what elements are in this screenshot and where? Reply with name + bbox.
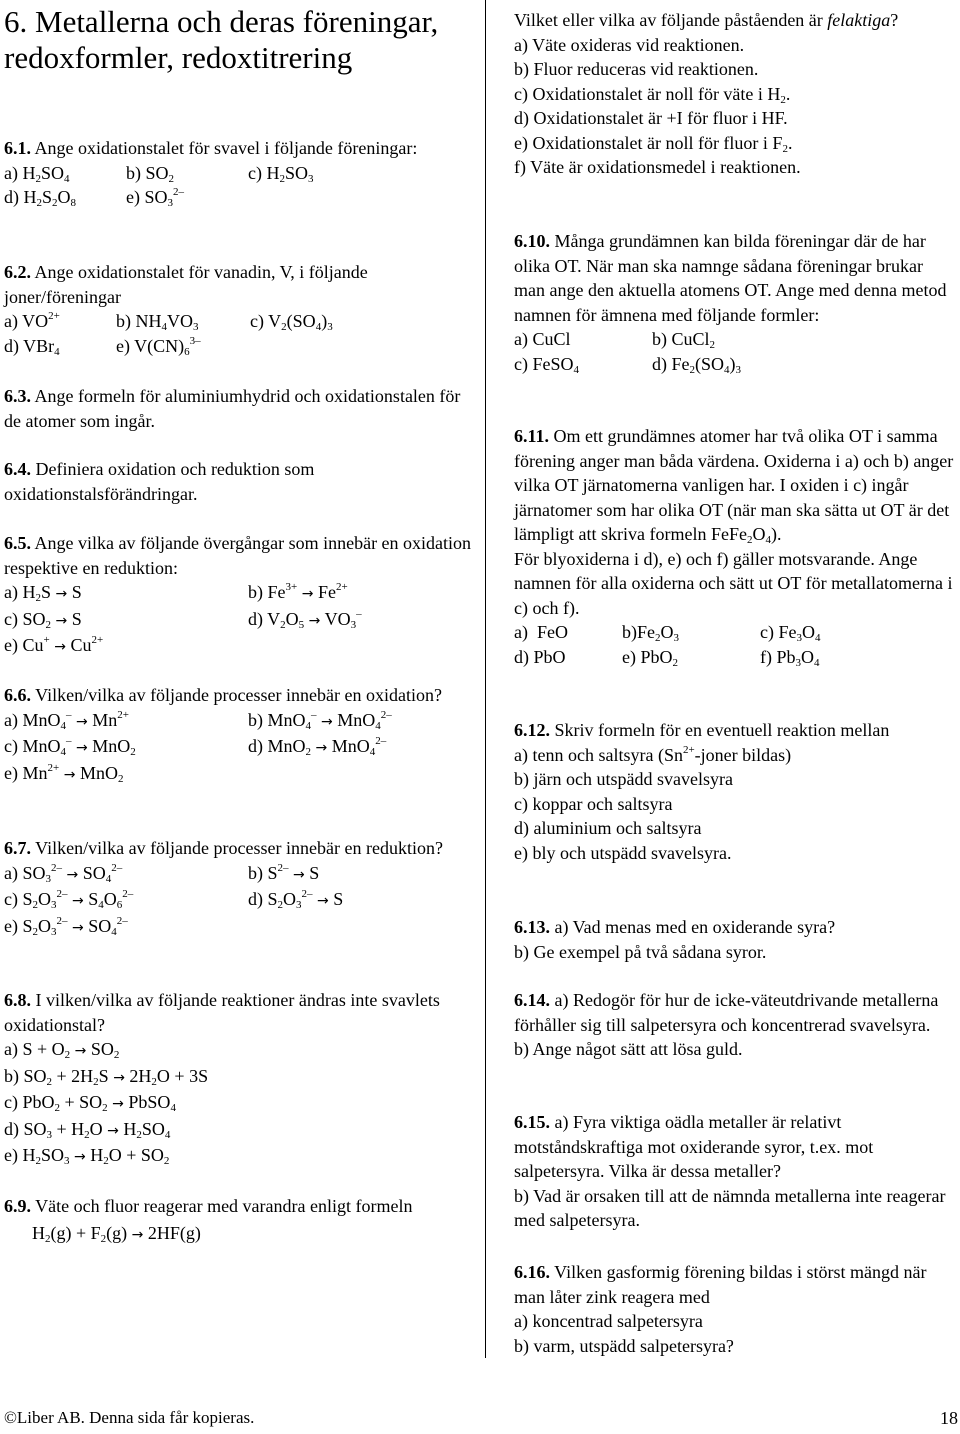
question-text: Ange formeln för aluminiumhydrid och oxidationstalen för de atomer som ingår. <box>4 386 461 431</box>
formula-row: d) PbO e) PbO$_2$ f) $Pb_3O_4$ <box>514 646 820 669</box>
question-6-8 <box>4 988 474 1170</box>
question-6-7 <box>4 836 474 940</box>
question-number: 6.16. <box>514 1262 550 1282</box>
formula-row: a) $VO^{2+}$ b) $NH_4VO_3$ c) $V_2(SO_4)_3$ <box>4 310 333 333</box>
question-number: 6.13. <box>514 917 550 937</box>
formula-row: e) $H_2SO_3 \to H_2O + SO_2$ <box>4 1145 170 1167</box>
question-number: 6.7. <box>4 838 31 858</box>
formula-row: a) FeO $b)Fe_2O_3$ c) $Fe_3O_4$ <box>514 622 821 644</box>
question-6-9 <box>4 1194 474 1247</box>
question-text: Ange oxidationstalet för vanadin, V, i följande joner/föreningar <box>4 262 368 307</box>
question-text: Skriv formeln för en eventuell reaktion mellan <box>550 720 890 740</box>
question-number: 6.11. <box>514 426 550 446</box>
question-6-15: 6.15. a) Fyra viktiga oädla metaller är relativt motståndskraftiga mot oxiderande syror, t.ex. mot salpetersyra. Vilka är dessa metaller? b) Vad är orsaken till att de nämnda metallerna inte reagerar med salpetersyra. <box>514 1112 946 1230</box>
question-6-11: 6.11. Om ett grundämnes atomer har två olika OT i samma förening anger man båda värdena. Oxiderna i a) och b) anger vilka OT järnatomerna vanligen har. I oxiden i c) ingår järnatomer som har olika OT (när man ska sätta ut OT är det lämpligt att skriva formeln $FeFe_2O_4$). För blyoxiderna i d), e) och f) gäller motsvarande. Ange namnen för alla oxiderna och sätt ut OT för metallatomerna i c) och f). a) FeO $b)Fe_2O_3$ c) $Fe_3O_4$ d) PbO e) PbO$_2$ f) $Pb_3O_4$ <box>514 426 954 669</box>
page-footer <box>4 1408 958 1428</box>
question-number: 6.2. <box>4 262 31 282</box>
question-text: a) Vad menas med en oxiderande syra? <box>550 917 836 937</box>
formula-row: c) FeSO$_4$ d) $Fe_2(SO_4)_3$ <box>514 353 742 376</box>
formula-row: d) VBr$_4$ e) $V(CN)_6^{3-}$ <box>4 334 201 358</box>
question-text: Ange oxidationstalet för svavel i följande föreningar: <box>31 138 418 158</box>
formula-row: e) $Cu^+ \to Cu^{2+}$ <box>4 634 104 655</box>
formula-row: c) $PbO_2 + SO_2$ → PbSO$_4$ <box>4 1092 176 1114</box>
copyright-notice: ©Liber AB. Denna sida får kopieras. <box>4 1408 255 1427</box>
question-number: 6.12. <box>514 720 550 740</box>
formula-row: a) $S + O_2 \to SO_2$ <box>4 1039 120 1061</box>
question-number: 6.8. <box>4 990 31 1010</box>
formula-row: c) $SO_2 \to S$ d) $V_2O_5 \to VO_3^-$ <box>4 607 362 631</box>
column-divider <box>485 0 486 1358</box>
formula-row: c) MnO$_4$– → MnO$_2$ d) MnO$_2$ → MnO$_4^{2-}$ <box>4 735 387 758</box>
question-6-3 <box>4 384 474 433</box>
question-text: Vilken/vilka av följande processer innebär en reduktion? <box>31 838 443 858</box>
question-number: 6.5. <box>4 533 31 553</box>
question-text: Väte och fluor reagerar med varandra enligt formeln <box>31 1196 413 1216</box>
question-6-1 <box>4 136 474 210</box>
reaction-equation: $H_2(g) + F_2(g) \to 2HF(g)$ <box>32 1222 201 1245</box>
question-6-16: 6.16. Vilken gasformig förening bildas i störst mängd när man låter zink reagera med a) koncentrad salpetersyra b) varm, utspädd salpetersyra? <box>514 1262 927 1356</box>
question-number: 6.3. <box>4 386 31 406</box>
formula-row: e) $S_2O_3^{2-} \to SO_4^{2-}$ <box>4 914 128 938</box>
question-number: 6.4. <box>4 459 31 479</box>
question-text: Ange vilka av följande övergångar som innebär en oxidation respektive en reduktion: <box>4 533 472 578</box>
question-number: 6.1. <box>4 138 31 158</box>
page-number: 18 <box>940 1408 958 1428</box>
formula-row: a) $SO_3^{2-} \to SO_4^{2-}$ b) $S^{2-} \to S$ <box>4 861 320 885</box>
formula-row: a) $MnO_4^- \to Mn^{2+}$ b) MnO$_4$– → MnO$_4^{2-}$ <box>4 708 392 732</box>
formula-row: a) $H_2S \to S$ b) $Fe^{3+} \to Fe^{2+}$ <box>4 581 348 604</box>
formula-row: b) $SO_2 + 2H_2S \to 2H_2O + 3S$ <box>4 1065 209 1088</box>
question-number: 6.10. <box>514 231 550 251</box>
question-6-9-statements: Vilket eller vilka av följande påståenden är felaktiga? a) Väte oxideras vid reaktionen. b) Fluor reduceras vid reaktionen. c) Oxidationstalet är noll för väte i $H_2$. d) Oxidationstalet är +I för fluor i HF. e) Oxidationstalet är noll för fluor i $F_2$. f) Väte är oxidationsmedel i reaktionen. <box>514 10 899 177</box>
formula-row: e) $Mn^{2+} \to MnO_2$ <box>4 761 124 785</box>
question-text: a) Redogör för hur de icke-väteutdrivande metallerna förhåller sig till salpetersyra och koncentrerad svavelsyra. <box>514 990 939 1035</box>
question-6-10 <box>514 229 954 376</box>
question-6-2 <box>4 260 474 358</box>
question-number: 6.15. <box>514 1112 550 1132</box>
question-6-4 <box>4 457 474 506</box>
formula-row: a) CuCl b) CuCl$_2$ <box>514 329 716 351</box>
formula-row: c) $S_2O_3^{2-} \to S_4O_6^{2-}$ d) $S_2O_3^{2-} \to S$ <box>4 888 344 911</box>
question-6-13: 6.13. a) Vad menas med en oxiderande syra? b) Ge exempel på två sådana syror. <box>514 917 836 962</box>
question-number: 6.9. <box>4 1196 31 1216</box>
question-6-12: 6.12. Skriv formeln för en eventuell reaktion mellan a) tenn och saltsyra ($Sn^{2+}$-joner bildas) b) järn och utspädd svavelsyra c) koppar och saltsyra d) aluminium och saltsyra e) bly och utspädd svavelsyra. <box>514 720 890 863</box>
formula-row: d) $H_2S_2O_8$ e) $SO_3^{2-}$ <box>4 186 184 209</box>
formula-row: a) $H_2SO_4$ b) $SO_2$ c) $H_2SO_3$ <box>4 162 314 185</box>
question-text: a) Fyra viktiga oädla metaller är relativt motståndskraftiga mot oxiderande syror, t.ex. mot salpetersyra. Vilka är dessa metaller? <box>514 1112 874 1181</box>
question-6-5 <box>4 531 474 660</box>
question-text: Definiera oxidation och reduktion som oxidationstalsförändringar. <box>4 459 315 504</box>
question-text: Vilken gasformig förening bildas i störst mängd när man låter zink reagera med <box>514 1262 927 1307</box>
question-text: Vilken/vilka av följande processer innebär en oxidation? <box>31 685 442 705</box>
question-text: Många grundämnen kan bilda föreningar där de har olika OT. När man ska namnge sådana föreningar brukar man ange den aktuella atomens OT. Ange med denna metod namnen för ämnena med följande formler: <box>514 231 947 325</box>
page-title: 6. Metallerna och deras föreningar, redoxformler, redoxtitrering <box>4 4 439 75</box>
question-number: 6.6. <box>4 685 31 705</box>
question-6-14: 6.14. a) Redogör för hur de icke-väteutdrivande metallerna förhåller sig till salpetersyra och koncentrerad svavelsyra. b) Ange något sätt att lösa guld. <box>514 990 939 1059</box>
question-text: I vilken/vilka av följande reaktioner ändras inte svavlets oxidationstal? <box>4 990 440 1035</box>
question-number: 6.14. <box>514 990 550 1010</box>
question-text: Om ett grundämnes atomer har två olika OT i samma förening anger man båda värdena. Oxiderna i a) och b) anger vilka OT järnatomerna vanligen har. I oxiden i c) ingår järnatomer som har olika OT (när man ska sätta ut OT är det lämpligt att skriva formeln FeFe <box>514 426 954 544</box>
formula-row: d) $SO_3 + H_2O \to H_2SO_4$ <box>4 1118 171 1141</box>
question-6-6 <box>4 683 474 787</box>
